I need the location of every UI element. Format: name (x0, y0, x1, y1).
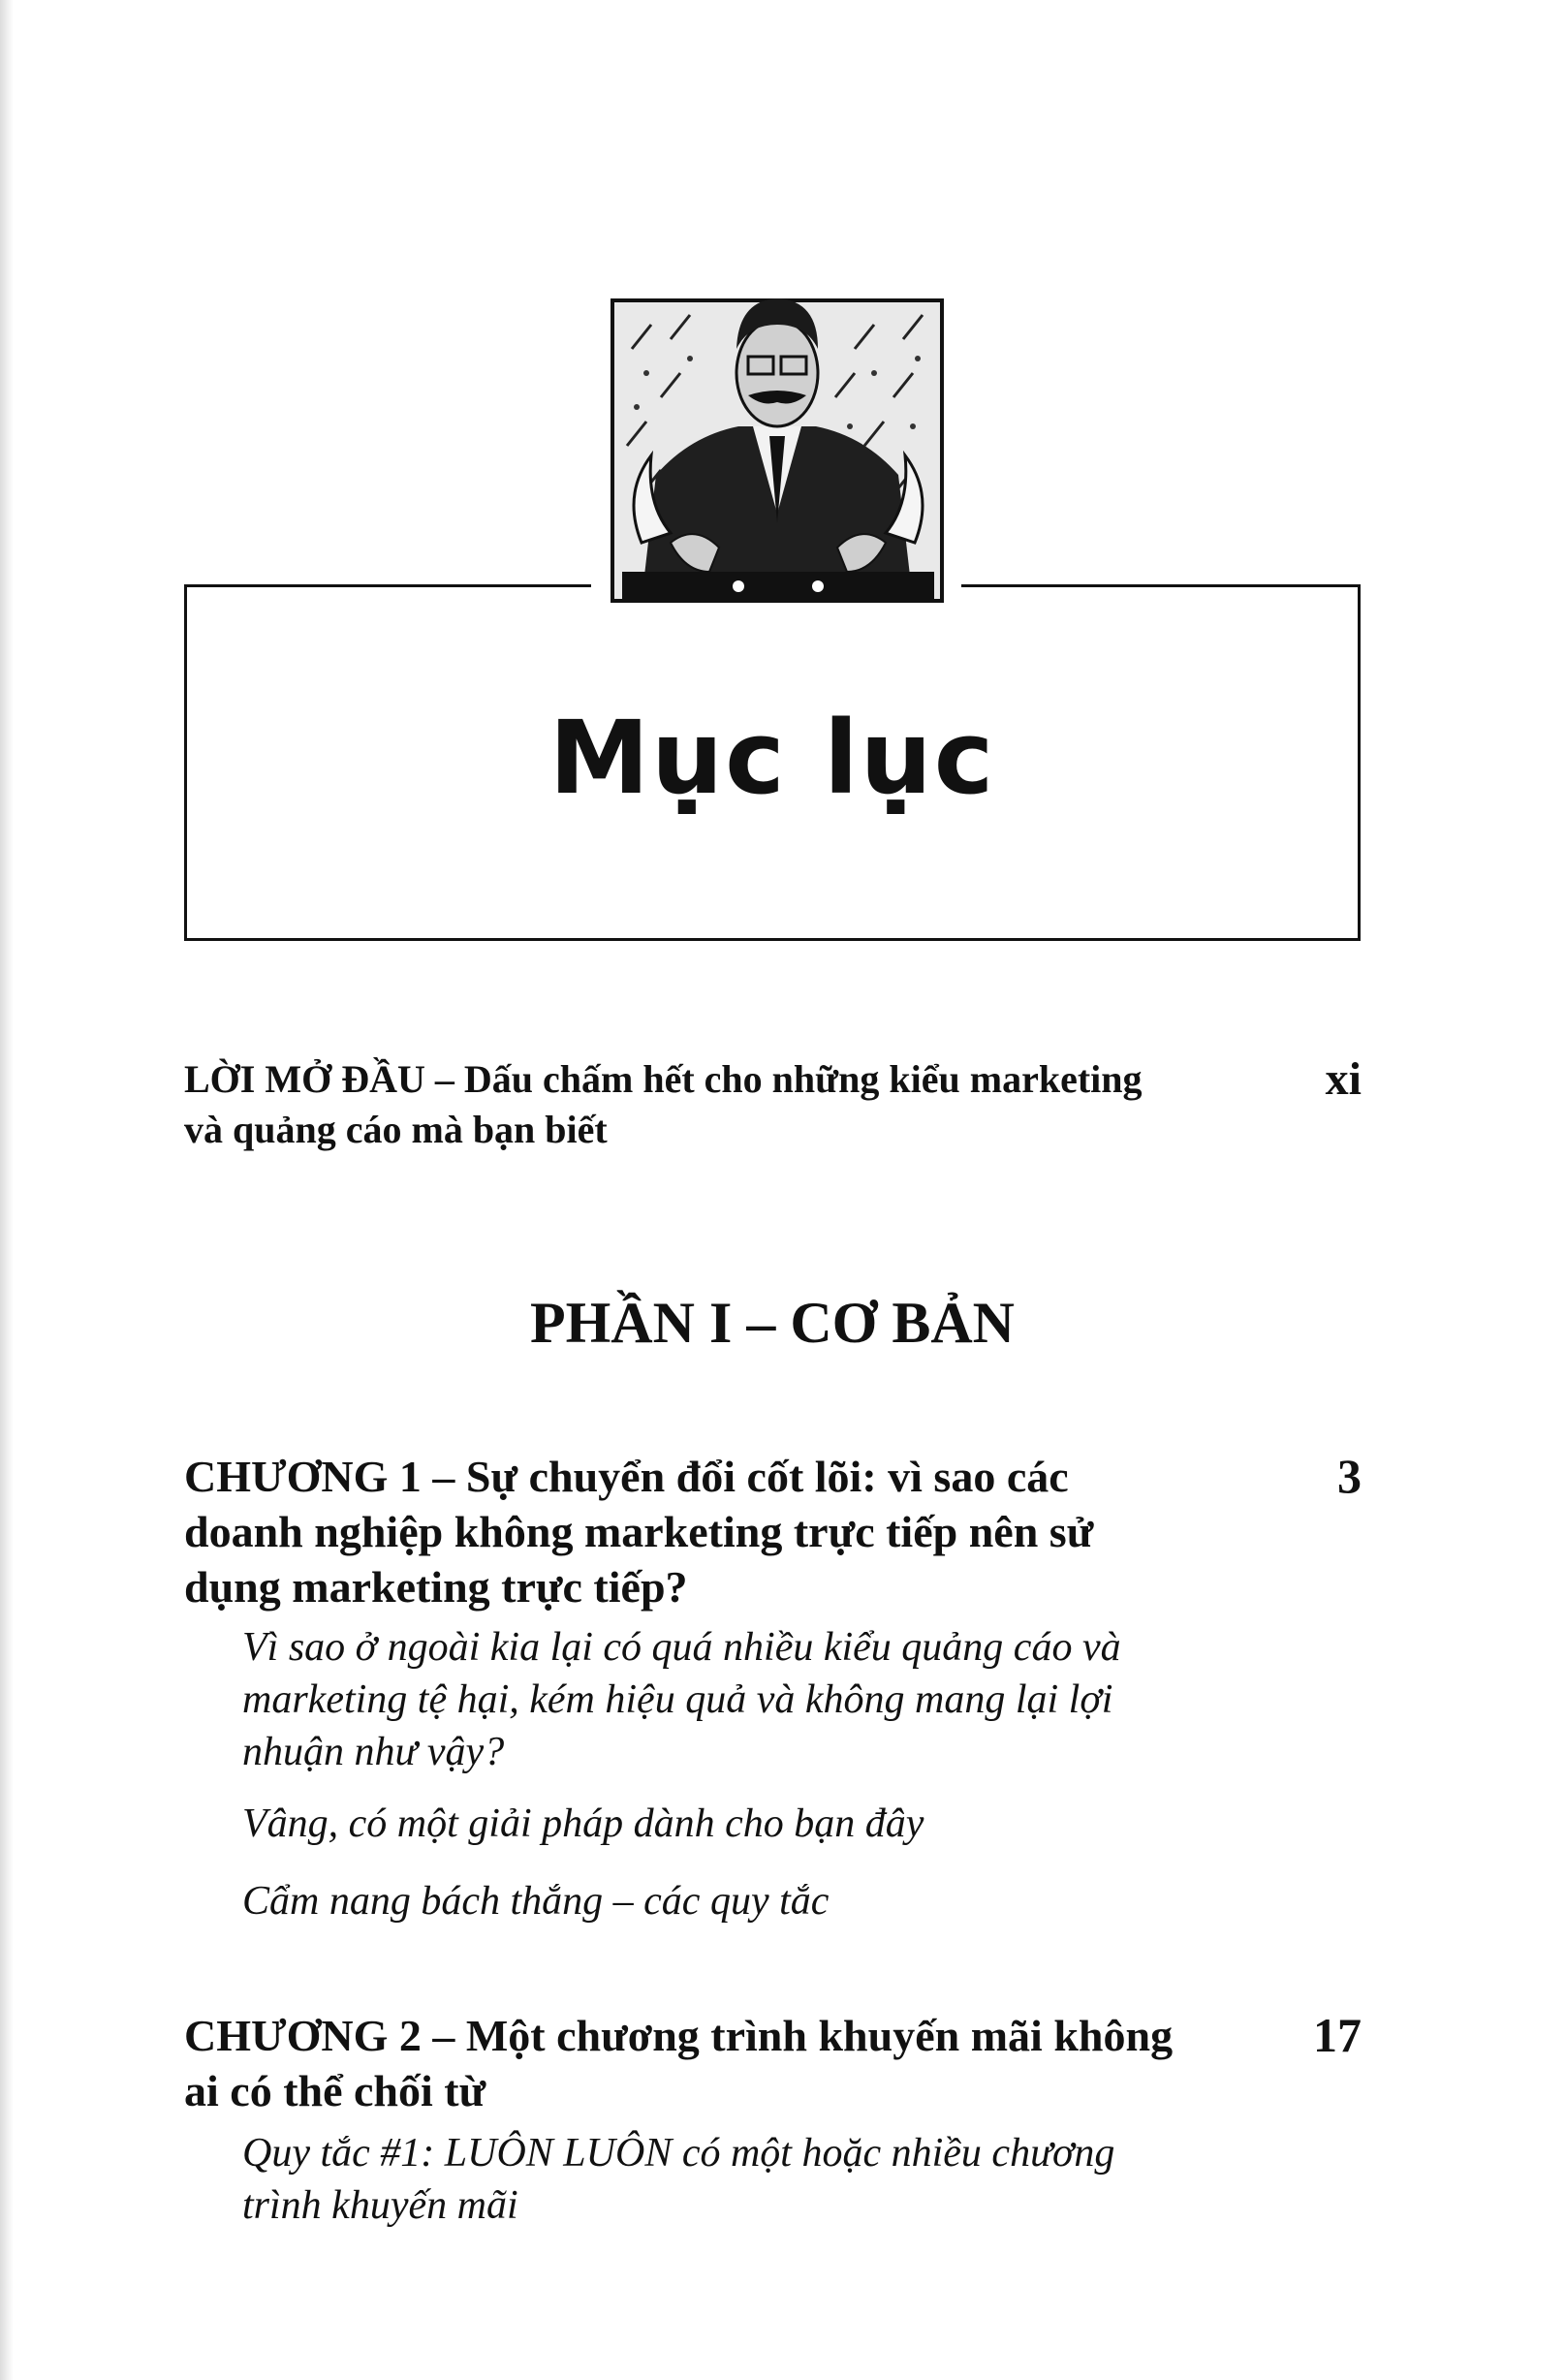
chapter-2-page-number: 17 (1313, 2008, 1362, 2062)
section-line: Vâng, có một giải pháp dành cho bạn đây (242, 1801, 924, 1846)
toc-entry-chapter-1[interactable] (184, 1449, 1202, 1614)
part-heading: PHẦN I – CƠ BẢN (529, 1291, 1015, 1355)
chapter-title-line: ai có thể chối từ (184, 2066, 486, 2115)
preface-title-line-2: và quảng cáo mà bạn biết (184, 1108, 608, 1151)
chapter-title-line: CHƯƠNG 2 – Một chương trình khuyến mãi không (184, 2011, 1174, 2060)
page-title: Mục lục (548, 699, 996, 817)
chapter-title-line: doanh nghiệp không marketing trực tiếp nên sử (184, 1507, 1094, 1556)
toc-section-1-3[interactable] (242, 1875, 1211, 1927)
section-line: nhuận như vậy? (242, 1730, 505, 1774)
section-line: Vì sao ở ngoài kia lại có quá nhiều kiểu quảng cáo và (242, 1625, 1121, 1670)
section-line: marketing tệ hại, kém hiệu quả và không mang lại lợi (242, 1677, 1113, 1722)
chapter-title-line: CHƯƠNG 1 – Sự chuyển đổi cốt lõi: vì sao các (184, 1452, 1069, 1501)
preface-title-line-1: LỜI MỞ ĐẦU – Dấu chấm hết cho những kiểu marketing (184, 1057, 1143, 1101)
toc-section-1-2[interactable] (242, 1798, 1211, 1850)
toc-section-2-1[interactable] (242, 2127, 1211, 2232)
page-edge-shadow (0, 0, 14, 2380)
toc-section-1-1[interactable] (242, 1621, 1211, 1778)
chapter-title-line: dụng marketing trực tiếp? (184, 1562, 688, 1612)
section-line: Cẩm nang bách thắng – các quy tắc (242, 1879, 830, 1924)
toc-entry-preface[interactable] (184, 1054, 1250, 1155)
preface-page-number: xi (1325, 1053, 1362, 1105)
section-line: trình khuyến mãi (242, 2183, 518, 2228)
businessman-with-bull-horns-illustration-icon (603, 281, 954, 620)
toc-entry-chapter-2[interactable] (184, 2008, 1202, 2118)
section-line: Quy tắc #1: LUÔN LUÔN có một hoặc nhiều chương (242, 2131, 1115, 2176)
chapter-1-page-number: 3 (1337, 1449, 1362, 1503)
